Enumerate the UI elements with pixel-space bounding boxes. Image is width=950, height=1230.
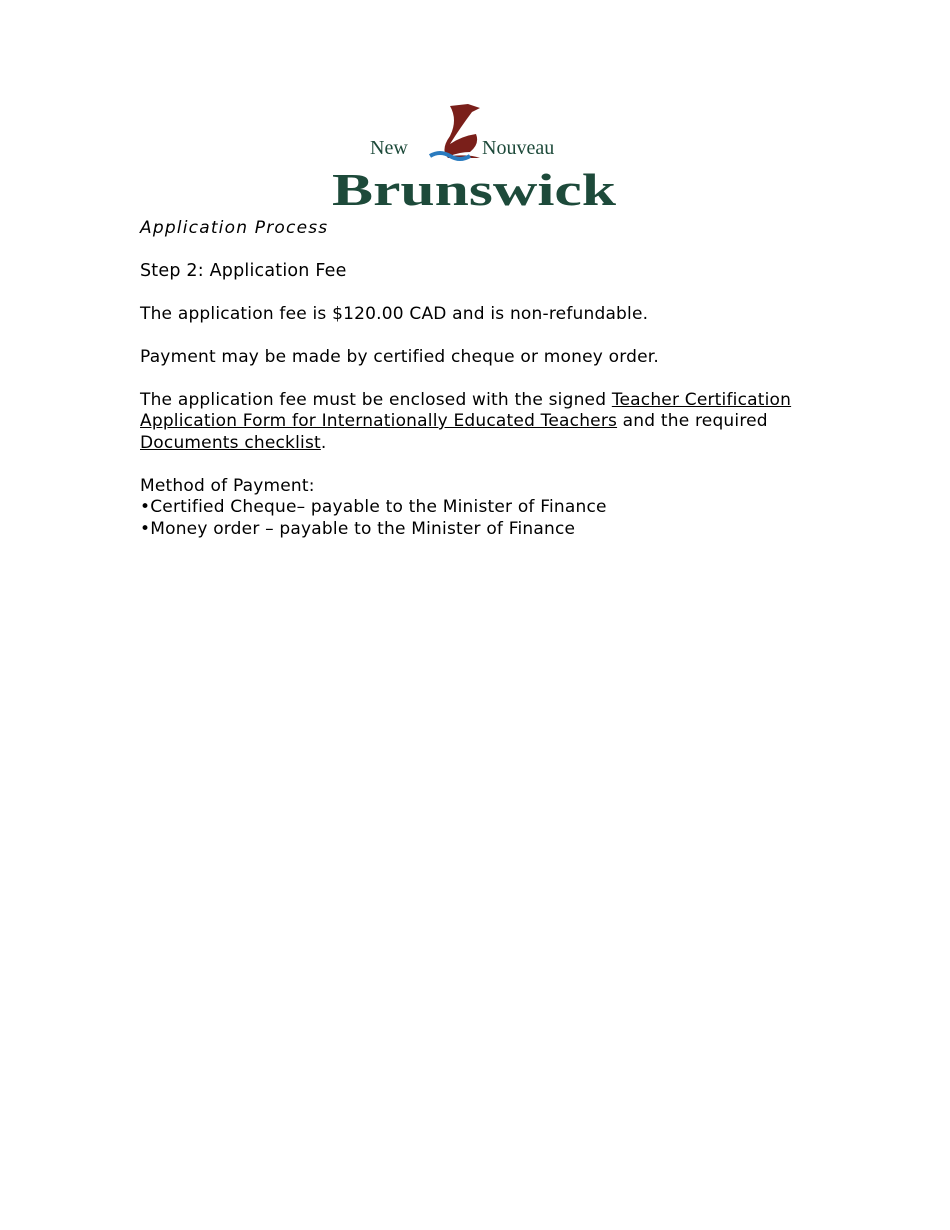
payment-text: Payment may be made by certified cheque or money order.	[140, 346, 659, 367]
method-item: •Certified Cheque– payable to the Minister of Finance	[140, 497, 607, 517]
documents-checklist-link[interactable]: Documents checklist	[140, 432, 321, 453]
enclosure-paragraph	[140, 390, 800, 455]
fee-text: The application fee is $120.00 CAD and is non-refundable.	[140, 303, 649, 324]
method-item: •Money order – payable to the Minister of Finance	[140, 518, 576, 539]
enclosure-period: .	[320, 432, 327, 453]
new-brunswick-logo	[330, 104, 620, 210]
document-body	[140, 218, 800, 540]
application-form-link[interactable]: Teacher Certification Application Form for Internationally Educated Teachers	[140, 389, 792, 431]
enclosure-text: The application fee must be enclosed with the signed	[140, 389, 612, 410]
enclosure-text-middle: and the required	[617, 411, 768, 431]
section-heading: Application Process	[140, 218, 329, 238]
logo-nouveau: Nouveau	[482, 137, 555, 159]
logo-brunswick: Brunswick	[332, 164, 617, 210]
step-title: Step 2: Application Fee	[140, 260, 347, 281]
method-label: Method of Payment:	[140, 475, 315, 496]
logo-new: New	[370, 137, 408, 159]
